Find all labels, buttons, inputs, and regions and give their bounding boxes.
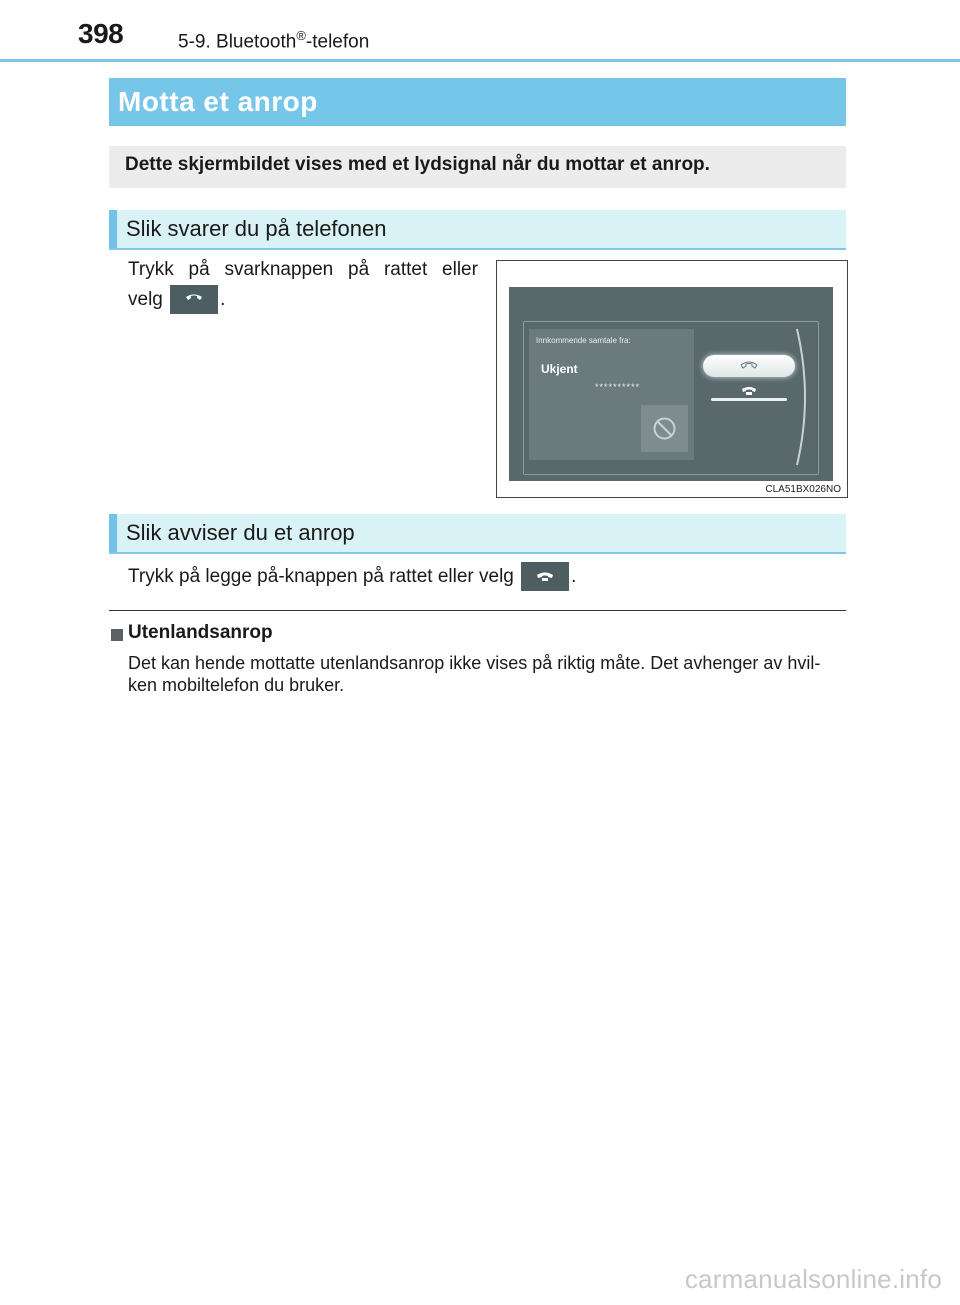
phone-hangup-icon [535,570,555,582]
heading-accent [109,514,117,552]
header-rule [0,59,960,62]
caller-heading: Innkommende samtale fra: [536,336,631,345]
note-body [128,652,848,696]
answer-button-symbol [170,285,218,314]
divider [109,610,846,611]
incoming-call-panel [529,329,694,460]
answer-heading-bar [109,210,846,250]
note-body-line: Det kan hende mottatte utenlandsanrop ikke vises på riktig måte. Det avhenger av hvil- [128,653,821,673]
block-call-button[interactable] [641,405,688,452]
reject-heading: Slik avviser du et anrop [126,520,355,545]
display-screen [509,287,833,481]
answer-heading: Slik svarer du på telefonen [126,216,387,241]
figure-code: CLA51BX026NO [765,484,841,495]
answer-word: på [188,259,210,280]
answer-word: på [348,259,370,280]
answer-line-2 [128,285,478,315]
decline-glow [711,398,787,401]
intro-text: Dette skjermbildet vises med et lydsignal når du mottar et anrop. [125,154,710,175]
answer-word: rattet [383,259,428,280]
reject-period: . [571,566,577,587]
decline-call-button[interactable] [703,385,795,405]
intro-box [109,146,846,188]
reject-button-symbol [521,562,569,591]
screen-figure [496,260,848,498]
note-bullet-icon [111,629,123,641]
answer-period: . [220,289,226,310]
section-title-suffix: -telefon [305,31,370,53]
note-title: Utenlandsanrop [128,622,273,643]
heading-accent [109,210,117,248]
page-number: 398 [78,18,124,49]
section-title [178,28,369,53]
main-title: Motta et anrop [118,86,318,117]
caller-name: Ukjent [541,362,578,376]
answer-line-1 [128,255,478,285]
answer-word: svarknappen [224,259,334,280]
main-title-banner [109,78,846,126]
reject-instruction [128,562,576,592]
answer-word: Trykk [128,259,174,280]
registered-mark: ® [296,28,306,43]
note-body-line: ken mobiltelefon du bruker. [128,675,345,695]
phone-hangup-icon [703,385,795,399]
answer-velg: velg [128,289,163,310]
phone-answer-icon [184,293,204,305]
accept-call-button[interactable] [703,355,795,377]
section-title-text: 5-9. Bluetooth [178,31,297,53]
answer-word: eller [442,259,478,280]
caller-number: ********** [595,382,641,392]
reject-text: Trykk på legge på-knappen på rattet eller velg [128,566,514,587]
block-icon [641,405,688,452]
scroll-arc [795,327,815,467]
phone-answer-icon [703,355,795,377]
reject-heading-bar [109,514,846,554]
watermark: carmanualsonline.info [684,1264,942,1294]
answer-instruction [128,255,478,315]
